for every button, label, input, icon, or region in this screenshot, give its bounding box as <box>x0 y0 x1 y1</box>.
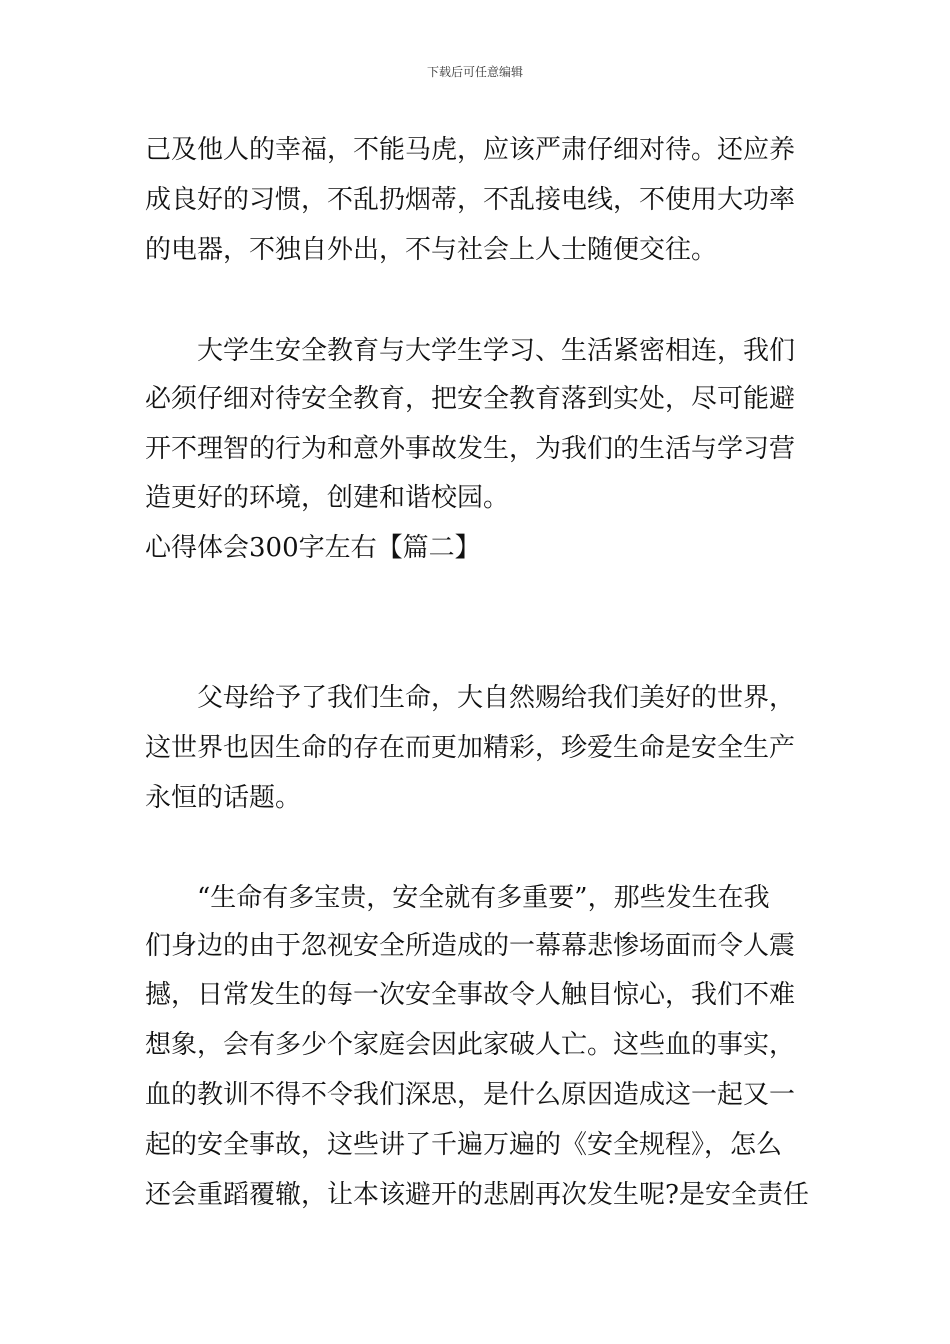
paragraph-4-line-1: “生命有多宝贵，安全就有多重要”，那些发生在我 <box>197 883 770 913</box>
paragraph-1-line-1: 己及他人的幸福，不能马虎，应该严肃仔细对待。还应养 <box>145 135 796 165</box>
paragraph-1-line-2: 成良好的习惯，不乱扔烟蒂，不乱接电线，不使用大功率 <box>145 185 796 215</box>
paragraph-2-line-4: 造更好的环境，创建和谐校园。 <box>145 483 510 513</box>
paragraph-4-line-5: 血的教训不得不令我们深思，是什么原因造成这一起又一 <box>145 1080 796 1110</box>
paragraph-2-line-2: 必须仔细对待安全教育，把安全教育落到实处，尽可能避 <box>145 384 796 414</box>
paragraph-4-line-4: 想象，会有多少个家庭会因此家破人亡。这些血的事实， <box>145 1030 796 1060</box>
section-heading: 心得体会300字左右【篇二】 <box>145 533 481 563</box>
paragraph-2-line-1: 大学生安全教育与大学生学习、生活紧密相连，我们 <box>197 336 796 366</box>
paragraph-4-line-2: 们身边的由于忽视安全所造成的一幕幕悲惨场面而令人震 <box>145 931 796 961</box>
paragraph-1-line-3: 的电器，不独自外出，不与社会上人士随便交往。 <box>145 235 718 265</box>
paragraph-4-line-7: 还会重蹈覆辙，让本该避开的悲剧再次发生呢?是安全责任 <box>145 1180 809 1210</box>
page-header: 下载后可任意编辑 <box>426 65 523 79</box>
paragraph-3-line-3: 永恒的话题。 <box>145 783 302 813</box>
paragraph-4-line-6: 起的安全事故，这些讲了千遍万遍的《安全规程》，怎么 <box>145 1130 783 1160</box>
paragraph-3-line-1: 父母给予了我们生命，大自然赐给我们美好的世界， <box>197 683 796 713</box>
paragraph-4-line-3: 撼，日常发生的每一次安全事故令人触目惊心，我们不难 <box>145 980 796 1010</box>
paragraph-3-line-2: 这世界也因生命的存在而更加精彩，珍爱生命是安全生产 <box>145 733 796 763</box>
paragraph-2-line-3: 开不理智的行为和意外事故发生，为我们的生活与学习营 <box>145 434 796 464</box>
